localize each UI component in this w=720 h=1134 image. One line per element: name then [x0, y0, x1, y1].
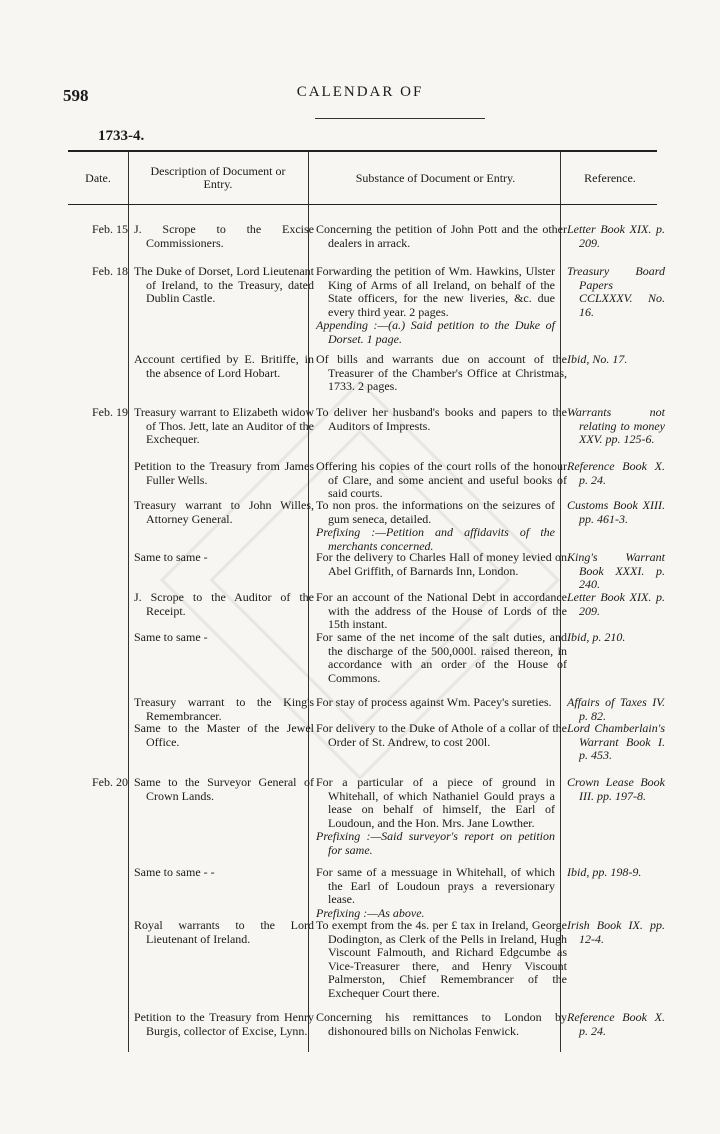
- entry-description: Account certified by E. Britiffe, in the absence of Lord Hobart.: [134, 352, 314, 380]
- entry-substance: For same of the net income of the salt duties, and the discharge of the 500,000l. raised thereon, in accordance with an order of the House of Commons.: [316, 630, 567, 685]
- entry-description: J. Scrope to the Excise Commissioners.: [134, 222, 314, 250]
- entry-reference: Ibid, p. 210.: [567, 630, 626, 644]
- entry-prefix: Prefixing :—Said surveyor's report on petition for same.: [316, 829, 555, 857]
- header-reference: Reference.: [584, 170, 636, 185]
- entry-substance: Concerning the petition of John Pott and the other dealers in arrack.: [316, 222, 567, 250]
- entry-description: Same to the Master of the Jewel Office.: [134, 721, 314, 749]
- year-heading: 1733-4.: [98, 128, 145, 144]
- entry-description: Royal warrants to the Lord Lieutenant of Ireland.: [134, 918, 314, 946]
- entry-appendix: Appending :—(a.) Said petition to the Duke of Dorset. 1 page.: [316, 318, 555, 346]
- entry-substance: Offering his copies of the court rolls of the honour of Clare, and some ancient and useful books of said courts.: [316, 459, 567, 500]
- entry-reference: Ibid, pp. 198-9.: [567, 865, 642, 879]
- entry-prefix: Prefixing :—As above.: [316, 905, 425, 920]
- entry-description: Treasury warrant to Elizabeth widow of Thos. Jett, late an Auditor of the Exchequer.: [134, 405, 314, 446]
- entry-reference: King's Warrant Book XXXI. p. 240.: [567, 550, 665, 591]
- entry-substance: To exempt from the 4s. per £ tax in Ireland, George Dodington, as Clerk of the Pells in Ireland, Hugh Viscount Falmouth, and Richard Edgcumbe as Vice-Treasurer there, and Henry Viscount Palmerston, Chief Remembrancer of the Exchequer Court there.: [316, 918, 567, 1000]
- entry-description: Treasury warrant to John Willes, Attorney General.: [134, 498, 314, 526]
- entry-reference: Ibid, No. 17.: [567, 352, 628, 366]
- entry-substance-block: [316, 499, 555, 553]
- entry-substance-block: [316, 265, 555, 346]
- entry-reference: Letter Book XIX. p. 209.: [567, 222, 665, 250]
- entry-substance: To non pros. the informations on the seizures of gum seneca, detailed.: [316, 498, 555, 526]
- entry-description: The Duke of Dorset, Lord Lieutenant of Ireland, to the Treasury, dated Dublin Castle.: [134, 264, 314, 305]
- entry-substance: For same of a messuage in Whitehall, of which the Earl of Loudoun prays a reversionary lease.: [316, 865, 555, 906]
- entry-substance-block: [316, 866, 555, 920]
- entry-reference: Reference Book X. p. 24.: [567, 459, 665, 487]
- entry-substance: For the delivery to Charles Hall of money levied on Abel Griffith, of Barnards Inn, London.: [316, 550, 567, 578]
- entry-date: Feb. 19: [92, 405, 128, 419]
- entry-substance: For stay of process against Wm. Pacey's sureties.: [316, 695, 552, 709]
- entry-reference: Crown Lease Book III. pp. 197-8.: [567, 775, 665, 803]
- entry-reference: Irish Book IX. pp. 12-4.: [567, 918, 665, 946]
- entry-description: Treasury warrant to the King's Remembrancer.: [134, 695, 314, 723]
- entry-reference: Reference Book X. p. 24.: [567, 1010, 665, 1038]
- entry-description: Same to same -: [134, 550, 208, 564]
- entry-prefix: Prefixing :—Petition and affidavits of the merchants concerned.: [316, 525, 555, 553]
- entry-substance: Concerning his remittances to London by dishonoured bills on Nicholas Fenwick.: [316, 1010, 567, 1038]
- entry-reference: Letter Book XIX. p. 209.: [567, 590, 665, 618]
- running-title: CALENDAR OF: [296, 84, 424, 100]
- title-rule: [315, 118, 485, 119]
- column-divider: [128, 152, 129, 1052]
- page-number: 598: [63, 86, 89, 105]
- entry-substance: For delivery to the Duke of Athole of a collar of the Order of St. Andrew, to cost 200l.: [316, 721, 567, 749]
- header-date: Date.: [85, 170, 111, 185]
- header-substance: Substance of Document or Entry.: [355, 170, 516, 185]
- entry-substance: For an account of the National Debt in accordance with the address of the House of Lords of the 15th instant.: [316, 590, 567, 631]
- entry-reference: Affairs of Taxes IV. p. 82.: [567, 695, 665, 723]
- entry-date: Feb. 20: [92, 775, 128, 789]
- entry-description: Petition to the Treasury from James Fuller Wells.: [134, 459, 314, 487]
- entry-reference: Customs Book XIII. pp. 461-3.: [567, 498, 665, 526]
- entry-substance-block: [316, 776, 555, 857]
- table-header: [68, 152, 657, 205]
- entry-description: Same to same -: [134, 630, 208, 644]
- entry-date: Feb. 15: [92, 222, 128, 236]
- entry-substance: Of bills and warrants due on account of the Treasurer of the Chamber's Office at Christmas, 1733. 2 pages.: [316, 352, 567, 393]
- entry-reference: Lord Chamberlain's Warrant Book I. p. 453.: [567, 721, 665, 762]
- entry-date: Feb. 18: [92, 264, 128, 278]
- entry-reference: Warrants not relating to money XXV. pp. 125-6.: [567, 405, 665, 446]
- entry-description: J. Scrope to the Auditor of the Receipt.: [134, 590, 314, 618]
- entry-substance: To deliver her husband's books and papers to the Auditors of Imprests.: [316, 405, 567, 433]
- calendar-table: [68, 150, 665, 1052]
- header-description: Description of Document or Entry.: [150, 164, 286, 191]
- entry-reference: Treasury Board Papers CCLXXXV. No. 16.: [567, 264, 665, 319]
- entry-description: Same to the Surveyor General of Crown Lands.: [134, 775, 314, 803]
- entry-description: Petition to the Treasury from Henry Burgis, collector of Excise, Lynn.: [134, 1010, 314, 1038]
- entry-substance: For a particular of a piece of ground in Whitehall, of which Nathaniel Gould prays a lease on behalf of himself, the Earl of Loudoun, and the Hon. Mrs. Jane Lowther.: [316, 775, 555, 830]
- entry-substance: Forwarding the petition of Wm. Hawkins, Ulster King of Arms of all Ireland, on behalf of the State officers, for the new liveries, &c. due every third year. 2 pages.: [316, 264, 555, 319]
- entry-description: Same to same - -: [134, 865, 215, 879]
